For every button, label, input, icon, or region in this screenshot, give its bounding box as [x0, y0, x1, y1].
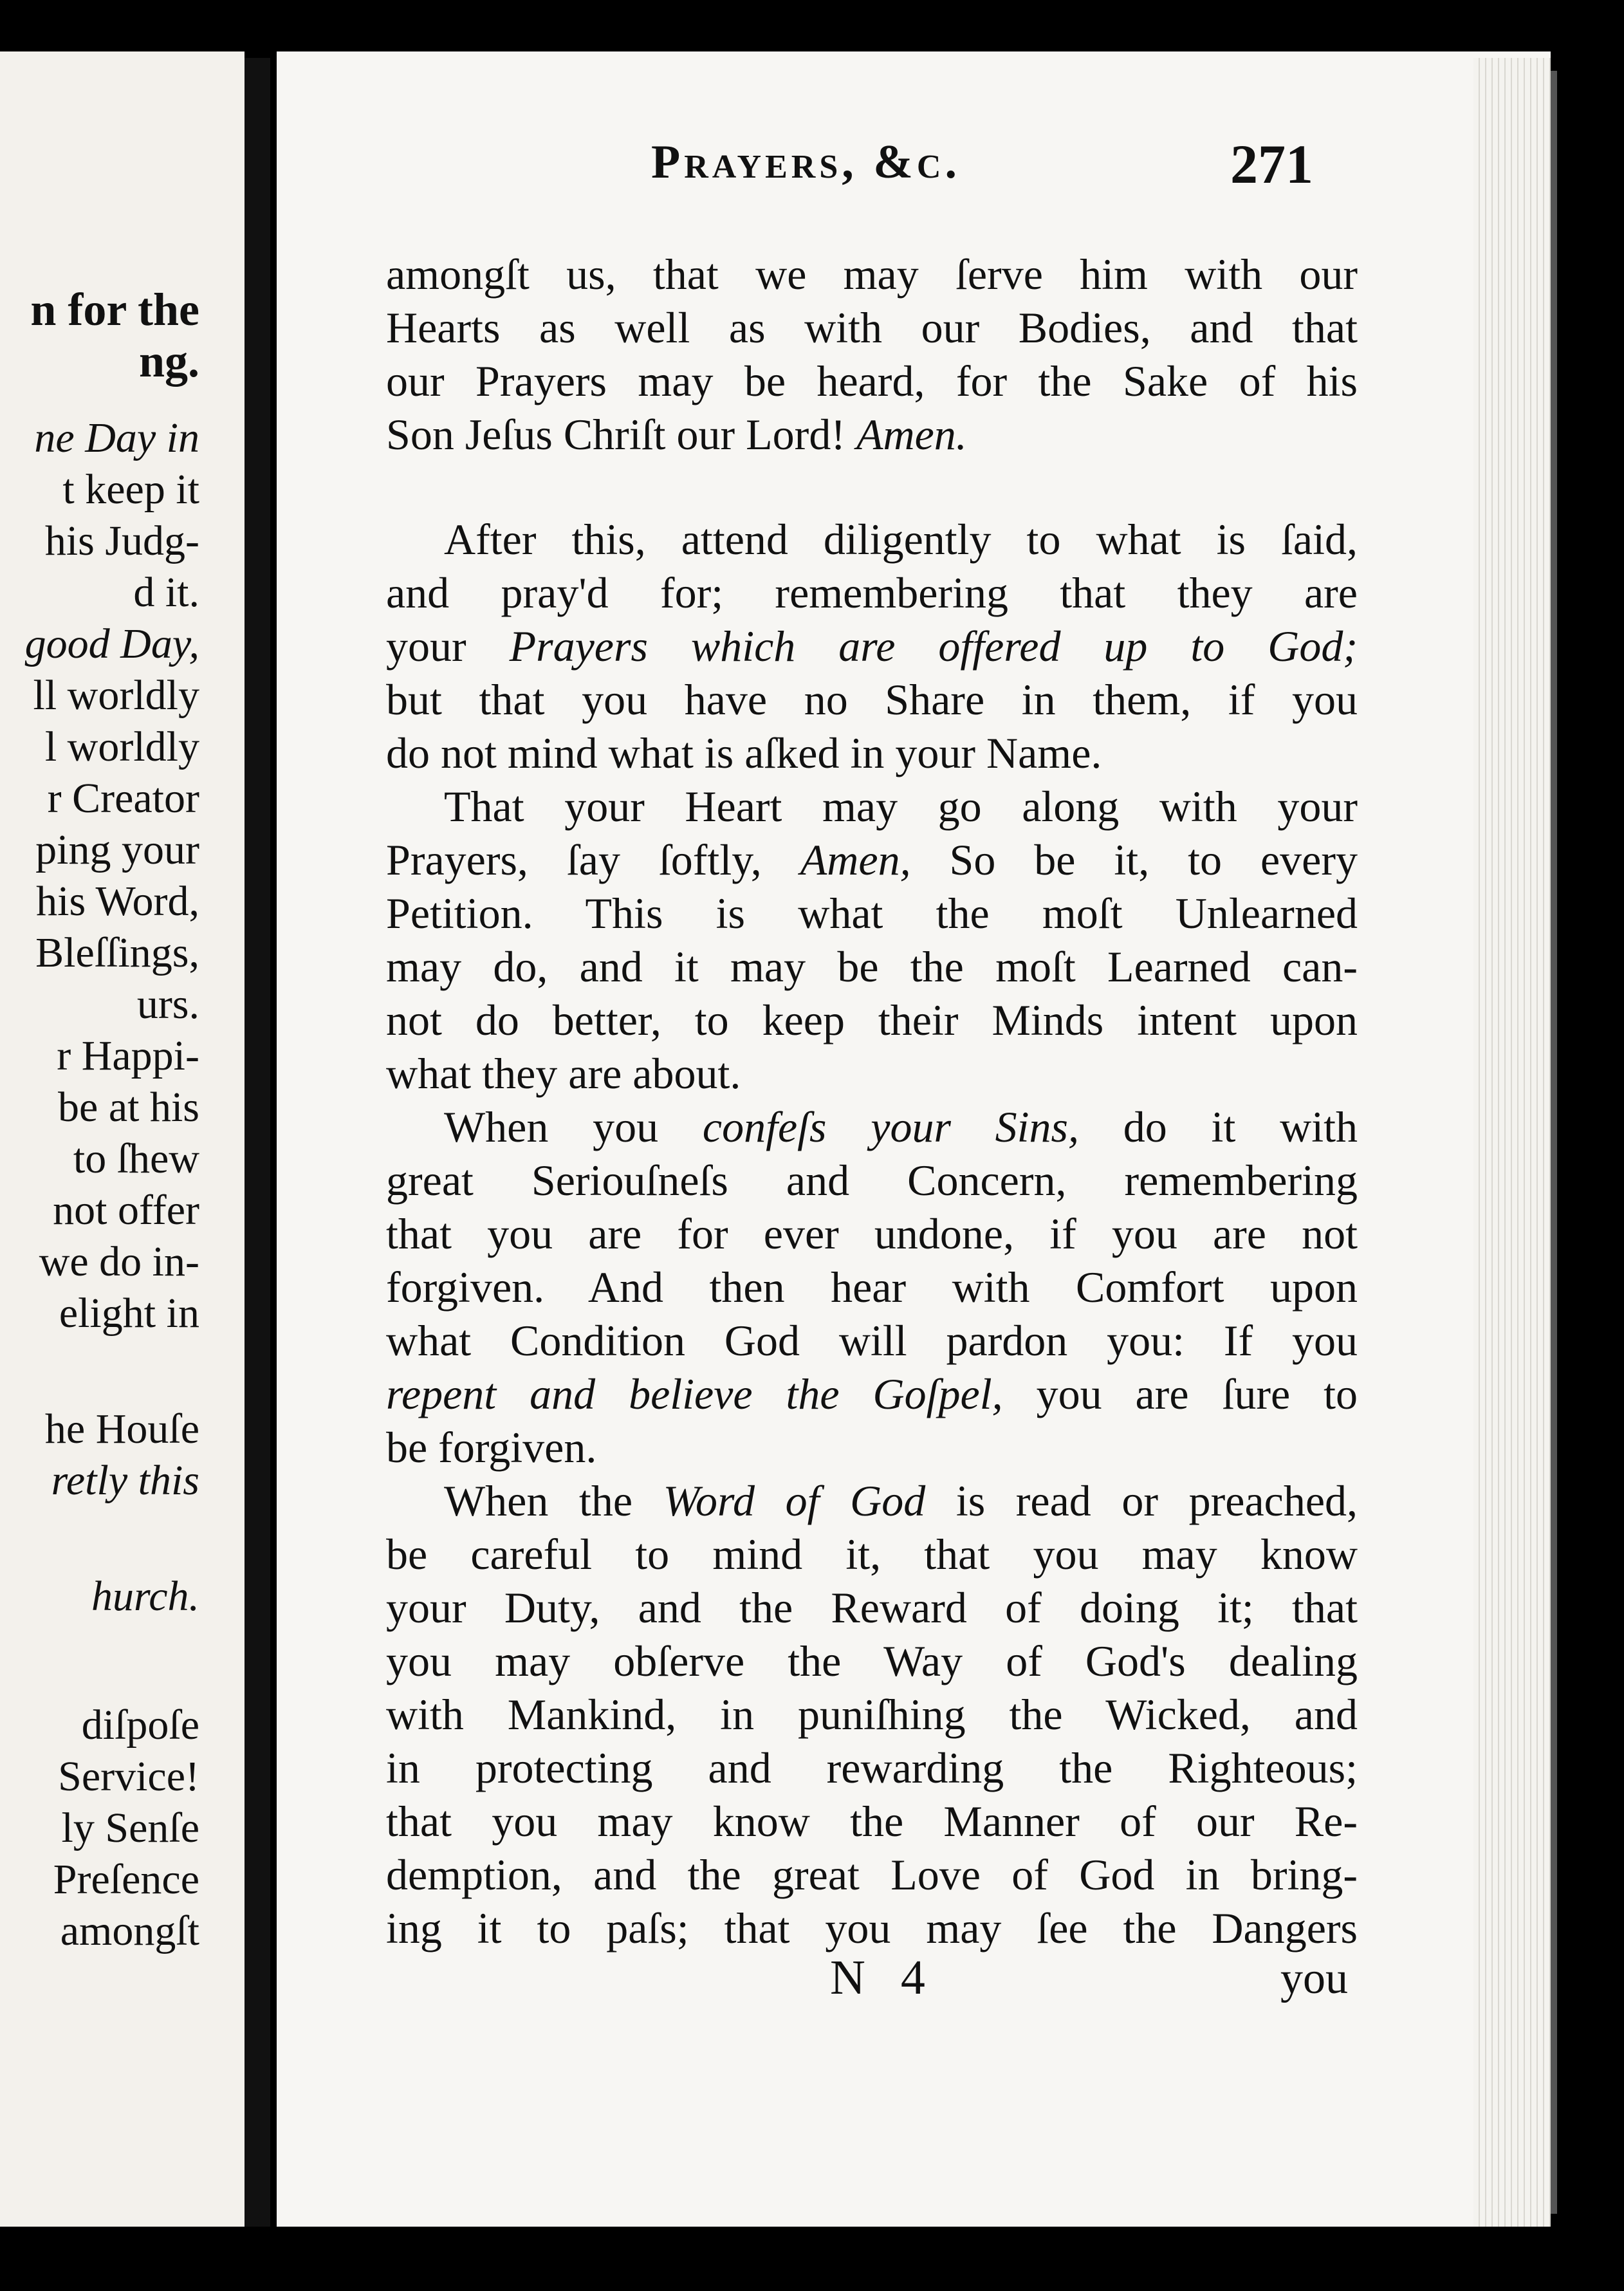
left-page-line: Bleſſings,	[35, 929, 199, 976]
roman-text: do it with	[1079, 1102, 1358, 1151]
text-line	[386, 248, 1358, 301]
left-page-line: to ſhew	[73, 1135, 199, 1182]
left-page-line: diſpoſe	[81, 1702, 199, 1748]
roman-text: not do better, to keep their Minds intent upon	[386, 996, 1358, 1044]
text-line	[386, 620, 1358, 673]
roman-text: After this, attend diligently to what is ſaid,	[444, 515, 1358, 564]
text-line	[386, 1261, 1358, 1314]
left-page-line: elight in	[59, 1290, 199, 1337]
roman-text: Petition. This is what the moſt Unlearned	[386, 889, 1358, 938]
left-page-line: d it.	[133, 569, 199, 616]
text-line	[386, 1688, 1358, 1741]
left-page-line: not offer	[53, 1187, 199, 1234]
left-page-line: urs.	[136, 981, 199, 1028]
previous-page	[0, 51, 245, 2227]
roman-text: you are ſure to	[1002, 1369, 1358, 1418]
text-line	[386, 1902, 1358, 1955]
text-line	[386, 1795, 1358, 1848]
italic-text: repent and believe the Goſpel,	[386, 1369, 1003, 1418]
left-page-line: r Happi-	[57, 1032, 199, 1079]
left-page-line: he Houſe	[44, 1405, 199, 1452]
text-line	[386, 408, 1358, 461]
catchword: you	[1280, 1954, 1348, 2003]
text-line	[386, 1368, 1358, 1421]
paragraph	[386, 780, 1358, 1100]
text-line	[386, 513, 1358, 566]
left-page-line: be at his	[58, 1084, 199, 1131]
text-line	[386, 1047, 1358, 1100]
italic-text: Amen.	[856, 410, 967, 459]
text-line	[386, 301, 1358, 355]
roman-text: in protecting and rewarding the Righteous;	[386, 1743, 1358, 1792]
roman-text: forgiven. And then hear with Comfort upon	[386, 1263, 1358, 1312]
roman-text: is read or preached,	[925, 1476, 1358, 1525]
roman-text: Son Jeſus Chriſt our Lord!	[386, 410, 856, 459]
roman-text: great Seriouſneſs and Concern, remembering	[386, 1156, 1358, 1205]
left-page-line: ping your	[35, 826, 199, 873]
left-page-line: ll worldly	[33, 672, 199, 719]
text-line	[386, 1314, 1358, 1368]
text-line	[386, 1635, 1358, 1688]
roman-text: your	[386, 622, 466, 671]
italic-text: Amen,	[800, 835, 911, 884]
left-page-line: ne Day in	[34, 414, 199, 461]
italic-text: Word of God	[663, 1476, 926, 1525]
text-line	[386, 566, 1358, 620]
text-line	[386, 940, 1358, 994]
text-line	[386, 1581, 1358, 1635]
left-page-line: hurch.	[91, 1573, 199, 1620]
text-line	[386, 887, 1358, 940]
left-page-line: good Day,	[24, 620, 199, 667]
left-page-line: ly Senſe	[61, 1804, 199, 1851]
left-page-line: retly this	[51, 1457, 199, 1504]
roman-text: with Mankind, in puniſhing the Wicked, and	[386, 1690, 1358, 1739]
page-edge-shadow	[1551, 71, 1557, 2214]
roman-text: but that you have no Share in them, if you	[386, 675, 1358, 724]
roman-text: When the	[444, 1476, 663, 1525]
left-page-line: ng.	[138, 335, 199, 387]
text-line	[386, 1741, 1358, 1795]
roman-text: Hearts as well as with our Bodies, and that	[386, 303, 1358, 352]
page-edges	[1473, 58, 1551, 2227]
text-line	[386, 673, 1358, 727]
roman-text: you may obſerve the Way of God's dealing	[386, 1637, 1358, 1685]
left-page-line: r Creator	[47, 775, 199, 822]
roman-text: When you	[444, 1102, 703, 1151]
paragraph	[386, 1474, 1358, 1955]
left-page-line: we do in-	[39, 1238, 199, 1285]
roman-text: your Duty, and the Reward of doing it; that	[386, 1583, 1358, 1632]
roman-text: our Prayers may be heard, for the Sake of his	[386, 357, 1358, 405]
roman-text: may do, and it may be the moſt Learned can-	[386, 942, 1358, 991]
left-page-line: t keep it	[62, 466, 199, 513]
running-title: Prayers, &c.	[651, 136, 961, 189]
roman-text: Prayers, ſay ſoftly,	[386, 835, 800, 884]
roman-text: do not mind what is aſked in your Name.	[386, 728, 1102, 777]
roman-text: amongſt us, that we may ſerve him with our	[386, 250, 1358, 299]
roman-text: be forgiven.	[386, 1423, 597, 1472]
text-line	[386, 1474, 1358, 1528]
text-line	[386, 727, 1358, 780]
book-gutter	[245, 58, 270, 2227]
text-line	[386, 1207, 1358, 1261]
running-head	[374, 129, 1340, 206]
roman-text: and pray'd for; remembering that they are	[386, 568, 1358, 617]
paragraph	[386, 1100, 1358, 1474]
roman-text: what they are about.	[386, 1049, 741, 1098]
roman-text: So be it, to every	[910, 835, 1358, 884]
roman-text: what Condition God will pardon you: If you	[386, 1316, 1358, 1365]
page-number: 271	[1230, 133, 1313, 195]
text-line	[386, 1154, 1358, 1207]
text-line	[386, 1100, 1358, 1154]
paragraph	[386, 248, 1358, 461]
left-page-line: his Judg-	[44, 517, 199, 564]
left-page-line: l worldly	[44, 723, 199, 770]
text-line	[386, 1528, 1358, 1581]
paragraph	[386, 513, 1358, 780]
paragraph-gap	[386, 461, 1358, 513]
left-page-line: his Word,	[36, 878, 199, 925]
roman-text: be careful to mind it, that you may know	[386, 1530, 1358, 1579]
italic-text: confeſs your Sins,	[702, 1102, 1080, 1151]
roman-text: that you may know the Manner of our Re-	[386, 1797, 1358, 1846]
text-line	[386, 1848, 1358, 1902]
left-page-line: Service!	[58, 1753, 199, 1800]
italic-text: Prayers which are offered up to God;	[466, 622, 1358, 671]
text-line	[386, 355, 1358, 408]
left-page-line: n for the	[30, 284, 199, 335]
roman-text: demption, and the great Love of God in bring-	[386, 1850, 1358, 1899]
roman-text: that you are for ever undone, if you are not	[386, 1209, 1358, 1258]
text-line	[386, 1421, 1358, 1474]
roman-text: That your Heart may go along with your	[444, 782, 1358, 831]
left-page-line: amongſt	[60, 1907, 199, 1954]
signature-mark: N 4	[830, 1951, 937, 2005]
body-text	[386, 248, 1358, 1955]
roman-text: ing it to paſs; that you may ſee the Dangers	[386, 1904, 1358, 1952]
text-line	[386, 780, 1358, 833]
text-line	[386, 833, 1358, 887]
left-page-line: Preſence	[53, 1856, 199, 1903]
text-line	[386, 994, 1358, 1047]
